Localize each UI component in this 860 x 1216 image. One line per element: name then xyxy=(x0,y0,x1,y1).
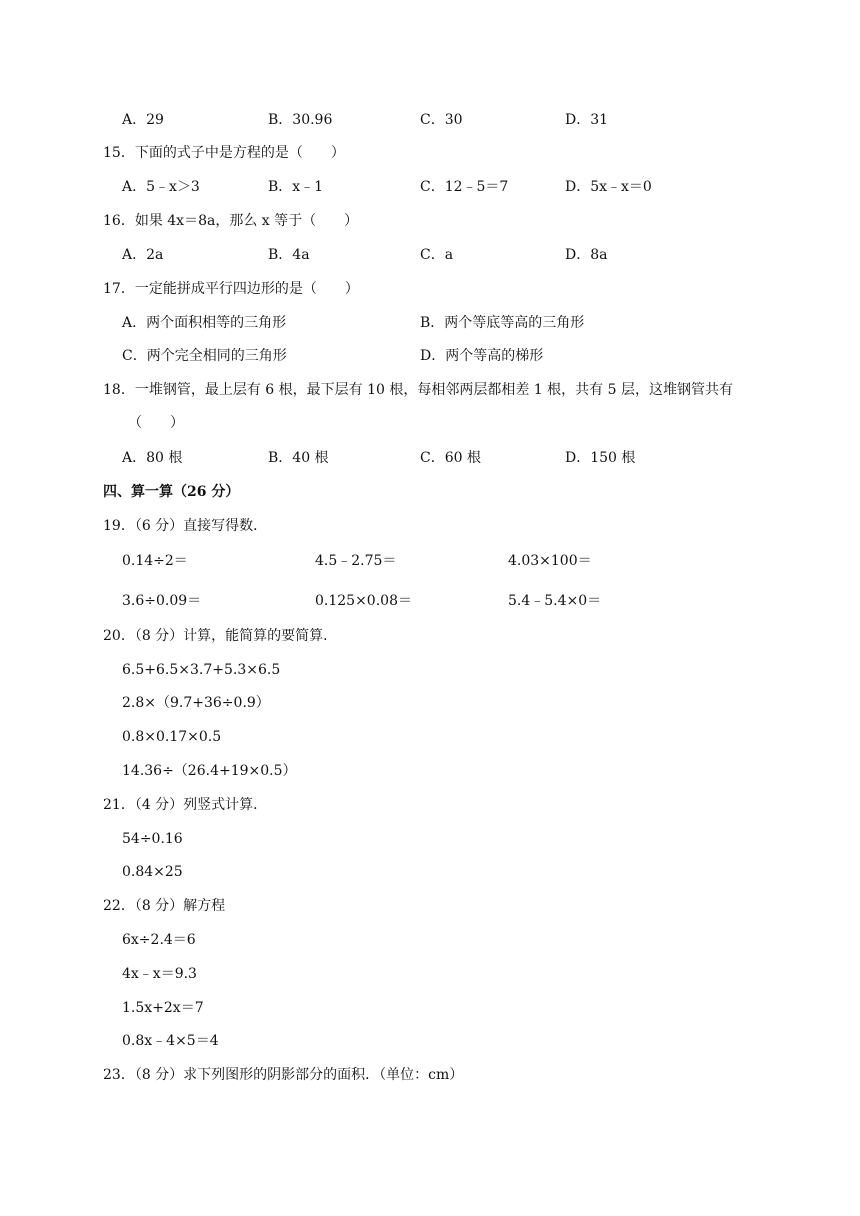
q15-option-a: A．5﹣x＞3 xyxy=(122,179,200,195)
q18-option-b: B．40 根 xyxy=(268,450,329,466)
q21-item: 54÷0.16 xyxy=(122,831,183,847)
q19-item: 4.5﹣2.75＝ xyxy=(315,553,397,569)
q14-option-c: C．30 xyxy=(420,112,463,128)
q21-item: 0.84×25 xyxy=(122,864,183,880)
section-title: 四、算一算（26 分） xyxy=(103,484,240,500)
q16-text: 16．如果 4x＝8a，那么 x 等于（ ） xyxy=(103,213,359,229)
q14-option-a: A．29 xyxy=(122,112,164,128)
q18-option-d: D．150 根 xyxy=(565,450,636,466)
q20-item: 0.8×0.17×0.5 xyxy=(122,729,222,745)
q19-text: 19．（6 分）直接写得数． xyxy=(103,518,268,534)
q19-item: 0.125×0.08＝ xyxy=(315,593,412,609)
q17-option-b: B．两个等底等高的三角形 xyxy=(420,315,585,331)
q22-text: 22．（8 分）解方程 xyxy=(103,898,226,914)
q20-item: 2.8×（9.7+36÷0.9） xyxy=(122,695,270,711)
q19-item: 3.6÷0.09＝ xyxy=(122,593,202,609)
q15-text: 15．下面的式子中是方程的是（ ） xyxy=(103,145,345,161)
q15-option-c: C．12﹣5＝7 xyxy=(420,179,509,195)
q22-item: 6x÷2.4＝6 xyxy=(122,932,196,948)
q15-option-b: B．x﹣1 xyxy=(268,179,324,195)
q18-answer-bracket: （ ） xyxy=(128,415,184,431)
q19-item: 4.03×100＝ xyxy=(508,553,592,569)
q22-item: 4x﹣x＝9.3 xyxy=(122,966,197,982)
q17-option-a: A．两个面积相等的三角形 xyxy=(122,315,287,331)
q17-option-c: C．两个完全相同的三角形 xyxy=(122,348,287,364)
q16-option-d: D．8a xyxy=(565,247,608,263)
q22-item: 0.8x﹣4×5＝4 xyxy=(122,1033,219,1049)
q23-text: 23．（8 分）求下列图形的阴影部分的面积．（单位：cm） xyxy=(103,1067,464,1083)
q14-option-d: D．31 xyxy=(565,112,609,128)
q21-text: 21．（4 分）列竖式计算． xyxy=(103,797,268,813)
q15-option-d: D．5x﹣x＝0 xyxy=(565,179,652,195)
q22-item: 1.5x+2x＝7 xyxy=(122,1000,204,1016)
q18-option-a: A．80 根 xyxy=(122,450,183,466)
q20-item: 14.36÷（26.4+19×0.5） xyxy=(122,763,297,779)
q16-option-b: B．4a xyxy=(268,247,310,263)
q18-text: 18．一堆钢管，最上层有 6 根，最下层有 10 根，每相邻两层都相差 1 根，共有 5 层，这堆钢管共有 xyxy=(103,382,733,398)
q16-option-a: A．2a xyxy=(122,247,164,263)
q17-option-d: D．两个等高的梯形 xyxy=(420,348,544,364)
q17-text: 17．一定能拼成平行四边形的是（ ） xyxy=(103,281,359,297)
q16-option-c: C．a xyxy=(420,247,454,263)
q19-item: 0.14÷2＝ xyxy=(122,553,188,569)
q14-option-b: B．30.96 xyxy=(268,112,333,128)
q20-text: 20．（8 分）计算，能简算的要简算． xyxy=(103,628,338,644)
q20-item: 6.5+6.5×3.7+5.3×6.5 xyxy=(122,662,281,678)
q19-item: 5.4﹣5.4×0＝ xyxy=(508,593,602,609)
q18-option-c: C．60 根 xyxy=(420,450,481,466)
